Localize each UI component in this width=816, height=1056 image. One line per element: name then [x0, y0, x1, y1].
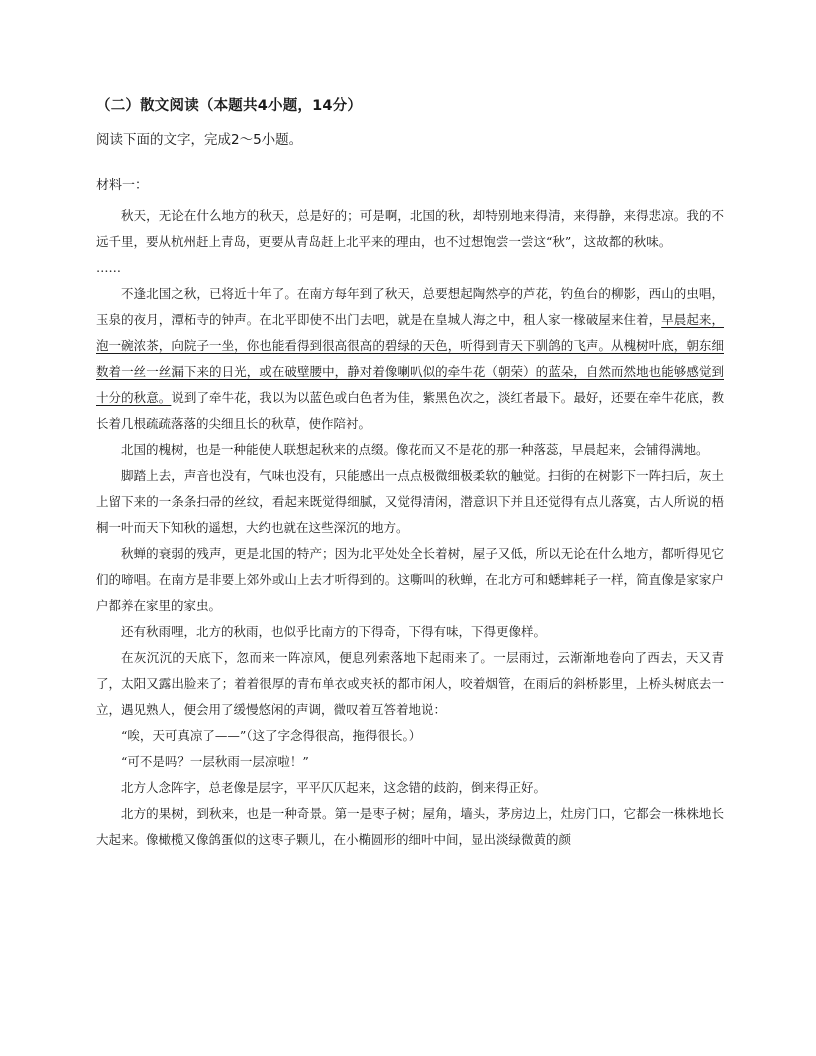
paragraph: 秋天，无论在什么地方的秋天，总是好的；可是啊，北国的秋，却特别地来得清，来得静，来得悲凉。我的不远千里，要从杭州赶上青岛，更要从青岛赶上北平来的理由，也不过想饱尝一尝这“秋”，这故都的秋味。 — [96, 208, 724, 249]
paragraph — [96, 281, 724, 437]
paragraph-text: 不逢北国之秋，已将近十年了。在南方每年到了秋天，总要想起陶然亭的芦花，钓鱼台的柳影，西山的虫唱，玉泉的夜月，潭柘寺的钟声。在北平即使不出门去吧，就是在皇城人海之中，租人家一椽破屋来住着， — [96, 286, 724, 327]
reading-instruction: 阅读下面的文字，完成2～5小题。 — [96, 132, 303, 148]
paragraph: 还有秋雨哩，北方的秋雨，也似乎比南方的下得奇，下得有味，下得更像样。 — [121, 624, 547, 639]
dialogue-line: “唉，天可真凉了——”（这了字念得很高，拖得很长。） — [121, 728, 422, 743]
paragraph: 在灰沉沉的天底下，忽而来一阵凉风，便息列索落地下起雨来了。一层雨过，云渐渐地卷向了西去，天又青了，太阳又露出脸来了；着着很厚的青布单衣或夹袄的都市闲人，咬着烟管，在雨后的斜桥影里，上桥头树底去一立，遇见熟人，便会用了缓慢悠闲的声调，微叹着互答着地说： — [96, 650, 724, 717]
material-label: 材料一： — [96, 178, 149, 193]
underlined-passage: 早晨起来，泡一碗浓茶，向院子一坐，你也能看得到很高很高的碧绿的天色，听得到青天下驯鸽的飞声。从槐树叶底，朝东细数着一丝一丝漏下来的日光，或在破壁腰中，静对着像喇叭似的牵牛花（朝荣）的蓝朵，自然而然地也能够感觉到十分的秋意。 — [96, 312, 724, 405]
paragraph: 北方人念阵字，总老像是层字，平平仄仄起来，这念错的歧韵，倒来得正好。 — [121, 780, 547, 795]
dialogue-line: “可不是吗？一层秋雨一层凉啦！” — [121, 754, 309, 769]
paragraph: 北方的果树，到秋来，也是一种奇景。第一是枣子树；屋角，墙头，茅房边上，灶房门口，它都会一株株地长大起来。像橄榄又像鸽蛋似的这枣子颗儿，在小椭圆形的细叶中间，显出淡绿微黄的颜 — [96, 806, 724, 847]
article-body — [96, 203, 724, 853]
paragraph: 脚踏上去，声音也没有，气味也没有，只能感出一点点极微细极柔软的触觉。扫街的在树影下一阵扫后，灰土上留下来的一条条扫帚的丝纹，看起来既觉得细腻，又觉得清闲，潜意识下并且还觉得有点儿落寞，古人所说的梧桐一叶而天下知秋的遥想，大约也就在这些深沉的地方。 — [96, 468, 724, 535]
section-title: （二）散文阅读（本题共4小题，14分） — [96, 98, 363, 114]
paragraph: 北国的槐树，也是一种能使人联想起秋来的点缀。像花而又不是花的那一种落蕊，早晨起来，会铺得满地。 — [121, 442, 709, 457]
ellipsis: …… — [96, 260, 121, 275]
paragraph: 秋蝉的衰弱的残声，更是北国的特产；因为北平处处全长着树，屋子又低，所以无论在什么地方，都听得见它们的啼唱。在南方是非要上郊外或山上去才听得到的。这嘶叫的秋蝉，在北方可和蟋蟀耗子一样，简直像是家家户户都养在家里的家虫。 — [96, 546, 724, 613]
paragraph-text: 说到了牵牛花，我以为以蓝色或白色者为佳，紫黑色次之，淡红者最下。最好，还要在牵牛花底，教长着几根疏疏落落的尖细且长的秋草，使作陪衬。 — [96, 390, 724, 431]
